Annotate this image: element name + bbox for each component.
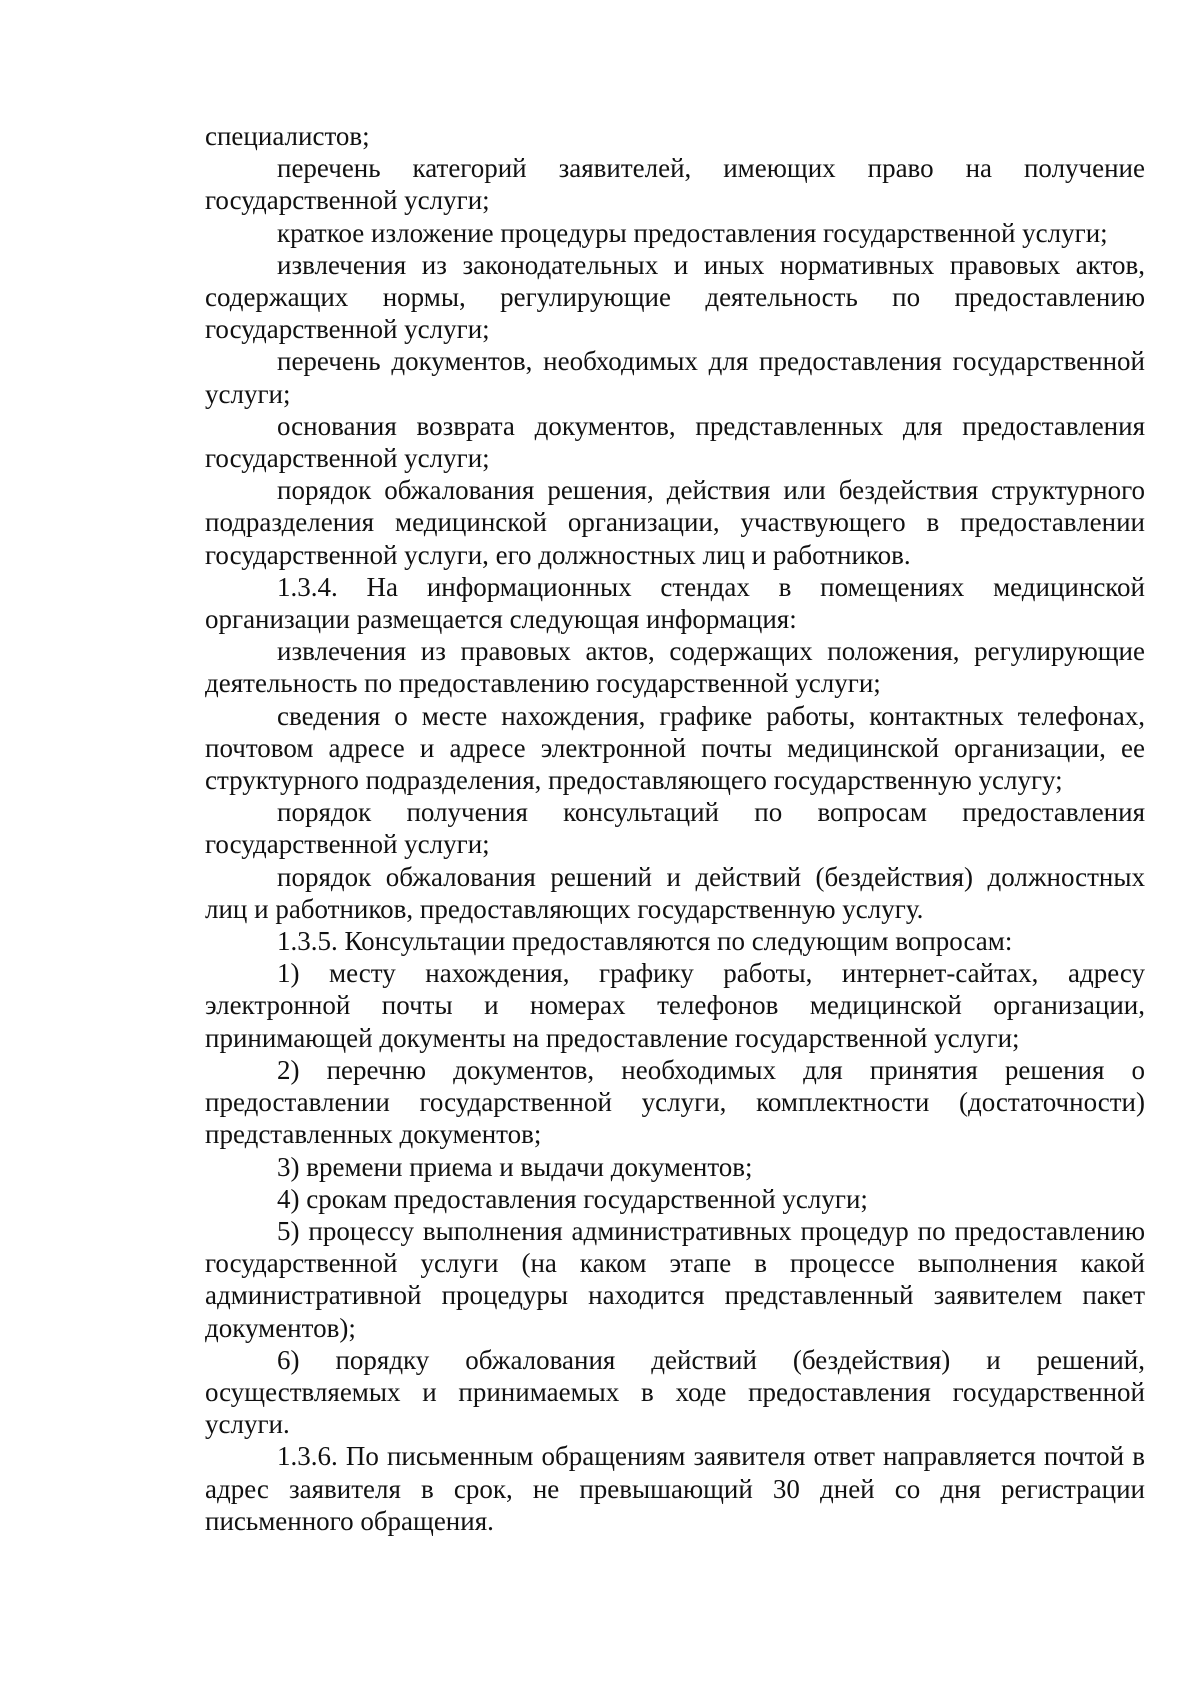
list-item-2: 2) перечню документов, необходимых для принятия решения о предоставлении государственной услуги, комплектности (достаточности) представленных документов; bbox=[205, 1054, 1145, 1150]
paragraph-location-info: сведения о месте нахождения, графике работы, контактных телефонах, почтовом адресе и адресе электронной почты медицинской организации, ее структурного подразделения, предоставляющего государственную услугу; bbox=[205, 700, 1145, 796]
list-item-1: 1) месту нахождения, графику работы, интернет-сайтах, адресу электронной почты и номерах телефонов медицинской организации, принимающей документы на предоставление государственной услуги; bbox=[205, 958, 1145, 1053]
list-item-4: 4) срокам предоставления государственной услуги; bbox=[277, 1183, 868, 1214]
list-item-6: 6) порядку обжалования действий (бездействия) и решений, осуществляемых и принимаемых в ходе предоставления государственной услуги. bbox=[205, 1344, 1145, 1440]
paragraph-consultation-order: порядок получения консультаций по вопросам предоставления государственной услуги; bbox=[205, 797, 1145, 860]
paragraph-section-1-3-5: 1.3.5. Консультации предоставляются по следующим вопросам: bbox=[277, 926, 1013, 957]
paragraph-legal-extracts: извлечения из законодательных и иных нормативных правовых актов, содержащих нормы, регулирующие деятельность по предоставлению государственной услуги; bbox=[205, 249, 1145, 345]
document-body bbox=[205, 120, 1145, 1537]
paragraph-appeal-procedure: порядок обжалования решения, действия или бездействия структурного подразделения медицинской организации, участвующего в предоставлении государственной услуги, его должностных лиц и работников. bbox=[205, 475, 1145, 570]
paragraph-procedure-summary: краткое изложение процедуры предоставления государственной услуги; bbox=[277, 217, 1108, 248]
paragraph-documents-list: перечень документов, необходимых для предоставления государственной услуги; bbox=[205, 346, 1145, 409]
paragraph-section-1-3-4: 1.3.4. На информационных стендах в помещениях медицинской организации размещается следующая информация: bbox=[205, 571, 1145, 635]
list-item-5: 5) процессу выполнения административных процедур по предоставлению государственной услуги (на каком этапе в процессе выполнения какой административной процедуры находится представленный заявителем пакет документов); bbox=[205, 1215, 1145, 1343]
paragraph-appeal-decisions: порядок обжалования решений и действий (бездействия) должностных лиц и работников, предоставляющих государственную услугу. bbox=[205, 861, 1145, 924]
paragraph-applicant-categories: перечень категорий заявителей, имеющих право на получение государственной услуги; bbox=[205, 153, 1145, 216]
list-item-3: 3) времени приема и выдачи документов; bbox=[277, 1151, 753, 1182]
paragraph-legal-act-extracts: извлечения из правовых актов, содержащих положения, регулирующие деятельность по предоставлению государственной услуги; bbox=[205, 636, 1145, 699]
paragraph-specialists: специалистов; bbox=[205, 121, 370, 151]
paragraph-return-grounds: основания возврата документов, представленных для предоставления государственной услуги; bbox=[205, 410, 1145, 474]
paragraph-section-1-3-6: 1.3.6. По письменным обращениям заявителя ответ направляется почтой в адрес заявителя в срок, не превышающий 30 дней со дня регистрации письменного обращения. bbox=[205, 1441, 1145, 1536]
